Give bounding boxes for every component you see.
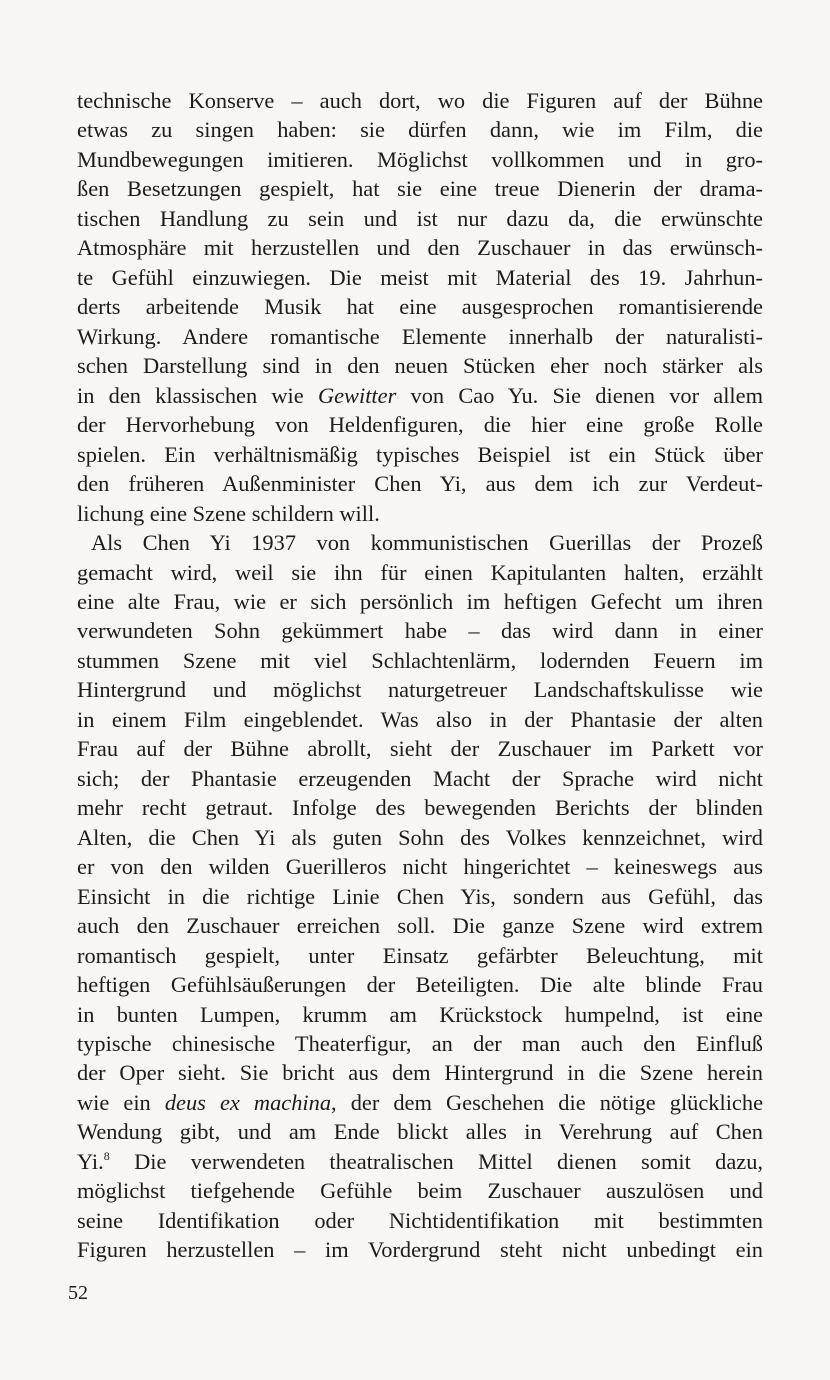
text-line: typische chinesische Theaterfigur, an der man auch den Einfluß: [77, 1031, 763, 1056]
italic-title: Gewitter: [317, 382, 397, 408]
text-line: tischen Handlung zu sein und ist nur dazu da, die erwünschte: [77, 205, 763, 231]
body-text: [77, 86, 763, 1265]
text-line: möglichst tiefgehende Gefühle beim Zuschauer auszulösen und: [77, 1178, 763, 1204]
text-line: romantisch gespielt, unter Einsatz gefärbter Beleuchtung, mit: [77, 942, 763, 968]
text-line: wie ein deus ex machina, der dem Geschehen die nötige glückliche: [77, 1089, 764, 1115]
text-line: der Hervorhebung von Heldenfiguren, die hier eine große Rolle: [77, 412, 763, 438]
text-line: gemacht wird, weil sie ihn für einen Kapitulanten halten, erzählt: [77, 559, 763, 585]
text-line: Atmosphäre mit herzustellen und den Zuschauer in das erwünsch-: [77, 235, 763, 261]
italic-phrase: deus ex machina: [164, 1089, 332, 1115]
text-line: seine Identifikation oder Nichtidentifikation mit bestimmten: [77, 1207, 763, 1233]
text-line: Figuren herzustellen – im Vordergrund steht nicht unbedingt ein: [77, 1237, 763, 1263]
text-line: Als Chen Yi 1937 von kommunistischen Guerillas der Prozeß: [91, 530, 763, 556]
text-line: er von den wilden Guerilleros nicht hingerichtet – keineswegs aus: [77, 854, 763, 880]
text-line: Mundbewegungen imitieren. Möglichst vollkommen und in gro-: [77, 146, 763, 172]
text-line: mehr recht getraut. Infolge des bewegenden Berichts der blinden: [77, 795, 763, 821]
text-line: auch den Zuschauer erreichen soll. Die ganze Szene wird extrem: [77, 913, 763, 939]
text-line: te Gefühl einzuwiegen. Die meist mit Material des 19. Jahrhun-: [77, 264, 763, 290]
text-line: in einem Film eingeblendet. Was also in der Phantasie der alten: [77, 706, 763, 732]
footnote-marker: 8: [103, 1148, 110, 1163]
text-line: Alten, die Chen Yi als guten Sohn des Volkes kennzeichnet, wird: [77, 824, 763, 850]
text-line: schen Darstellung sind in den neuen Stücken eher noch stärker als: [77, 353, 763, 379]
page-number: 52: [68, 1282, 88, 1304]
text-line: verwundeten Sohn gekümmert habe – das wird dann in einer: [77, 618, 763, 644]
text-line: Yi.$^8$ Die verwendeten theatralischen Mittel dienen somit dazu,: [77, 1148, 763, 1174]
text-line: Wendung gibt, und am Ende blickt alles in Verehrung auf Chen: [77, 1119, 763, 1145]
text-line: ßen Besetzungen gespielt, hat sie eine treue Dienerin der drama-: [77, 176, 763, 202]
text-line: technische Konserve – auch dort, wo die Figuren auf der Bühne: [77, 88, 763, 113]
text-line: Wirkung. Andere romantische Elemente innerhalb der naturalisti-: [77, 323, 763, 349]
text-line: spielen. Ein verhältnismäßig typisches Beispiel ist ein Stück über: [77, 441, 763, 467]
text-line: derts arbeitende Musik hat eine ausgesprochen romantisierende: [77, 294, 763, 320]
text-line: sich; der Phantasie erzeugenden Macht der Sprache wird nicht: [77, 765, 763, 791]
text-line: Frau auf der Bühne abrollt, sieht der Zuschauer im Parkett vor: [77, 736, 763, 762]
text-line: den früheren Außenminister Chen Yi, aus dem ich zur Verdeut-: [77, 471, 763, 497]
text-line: lichung eine Szene schildern will.: [77, 500, 380, 526]
text-line: heftigen Gefühlsäußerungen der Beteiligten. Die alte blinde Frau: [77, 972, 763, 998]
text-line: in bunten Lumpen, krumm am Krückstock humpelnd, ist eine: [77, 1001, 763, 1027]
text-line: in den klassischen wie Gewitter von Cao Yu. Sie dienen vor allem: [77, 382, 763, 408]
text-line: der Oper sieht. Sie bricht aus dem Hintergrund in die Szene herein: [77, 1060, 763, 1086]
text-line: etwas zu singen haben: sie dürfen dann, wie im Film, die: [77, 117, 763, 143]
text-line: eine alte Frau, wie er sich persönlich im heftigen Gefecht um ihren: [77, 588, 763, 614]
text-line: stummen Szene mit viel Schlachtenlärm, lodernden Feuern im: [77, 647, 763, 673]
text-line: Hintergrund und möglichst naturgetreuer Landschaftskulisse wie: [77, 677, 763, 703]
text-line: Einsicht in die richtige Linie Chen Yis, sondern aus Gefühl, das: [77, 883, 763, 909]
